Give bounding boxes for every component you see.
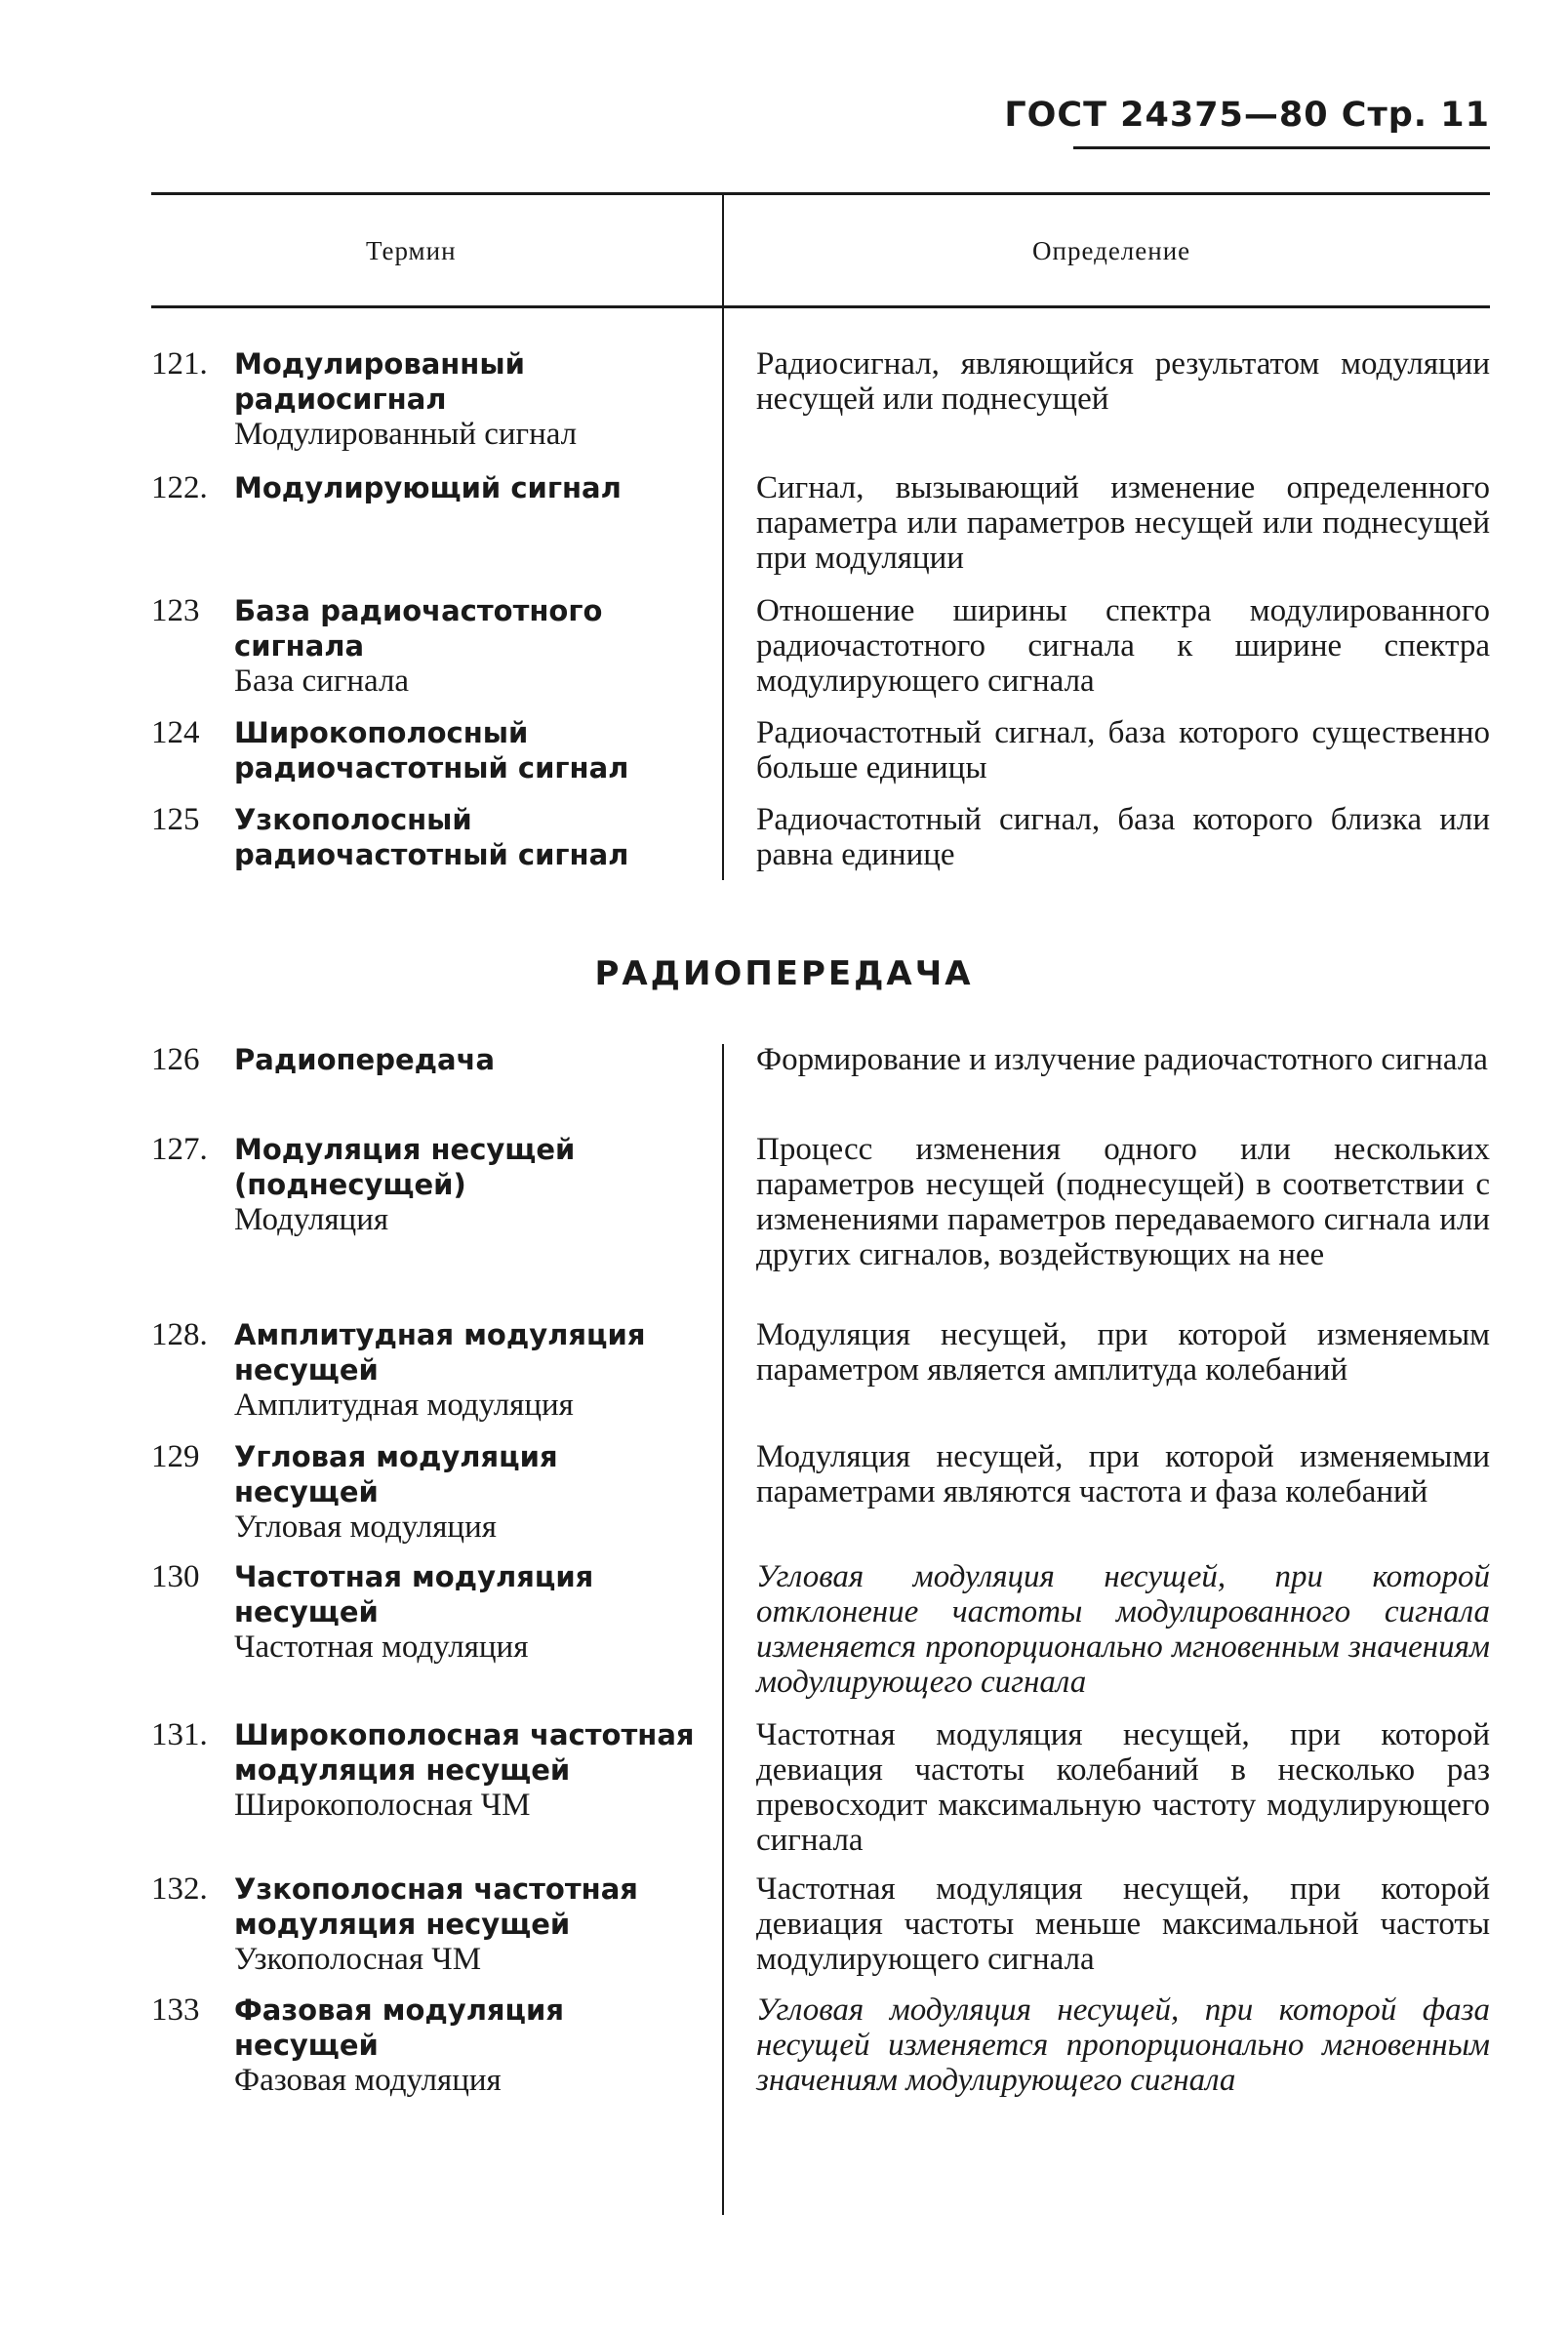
entry-definition: Радиочастотный сигнал, база которого существенно больше единицы — [756, 715, 1490, 785]
entry-definition: Частотная модуляция несущей, при которой девиация частоты меньше максимальной частоты модулирующего сигнала — [756, 1871, 1490, 1977]
entry-number: 130 — [151, 1559, 200, 1594]
column-divider-bottom — [722, 1044, 724, 2215]
term-main: Фазовая модуляция несущей — [234, 1993, 564, 2062]
entry-number: 129 — [151, 1439, 200, 1474]
entry-term — [234, 1559, 703, 1665]
term-alt: Модулированный сигнал — [234, 417, 578, 452]
entry-definition: Частотная модуляция несущей, при которой девиация частоты колебаний в несколько раз превосходит максимальную частоту модулирующего сигнала — [756, 1717, 1490, 1858]
entry-term — [234, 1317, 703, 1423]
term-alt: База сигнала — [234, 664, 410, 699]
column-header-term: Термин — [366, 236, 457, 265]
entry-definition: Модуляция несущей, при которой изменяемыми параметрами являются частота и фаза колебаний — [756, 1439, 1490, 1509]
entry-number: 123 — [151, 593, 200, 628]
term-main: Широкополосная частотная модуляция несущей — [234, 1718, 695, 1787]
entry-number: 131. — [151, 1717, 208, 1752]
term-main: Амплитудная модуляция несущей — [234, 1318, 646, 1387]
table-top-rule — [151, 192, 1490, 195]
entry-number: 122. — [151, 470, 208, 505]
entry-term — [234, 1042, 703, 1077]
entry-definition: Сигнал, вызывающий изменение определенного параметра или параметров несущей или поднесущей при модуляции — [756, 470, 1490, 576]
entry-number: 127. — [151, 1132, 208, 1167]
term-alt: Широкополосная ЧМ — [234, 1788, 531, 1823]
term-main: Радиопередача — [234, 1043, 496, 1076]
term-main: Модулированный радиосигнал — [234, 347, 525, 416]
entry-term — [234, 1439, 703, 1545]
term-main: Угловая модуляция несущей — [234, 1440, 558, 1508]
term-alt: Фазовая модуляция — [234, 2063, 502, 2098]
entry-term — [234, 1992, 703, 2098]
entry-number: 128. — [151, 1317, 208, 1352]
term-alt: Амплитудная модуляция — [234, 1388, 574, 1423]
term-alt: Угловая модуляция — [234, 1509, 497, 1545]
term-main: Широкополосный радиочастотный сигнал — [234, 716, 629, 784]
entry-definition: Радиосигнал, являющийся результатом модуляции несущей или поднесущей — [756, 346, 1490, 417]
term-main: Узкополосная частотная модуляция несущей — [234, 1872, 638, 1941]
entry-term — [234, 1132, 703, 1237]
term-main: Частотная модуляция несущей — [234, 1560, 594, 1629]
term-main: База радиочастотного сигнала — [234, 594, 603, 663]
column-divider-top — [722, 195, 724, 880]
entry-term — [234, 802, 703, 872]
entry-definition: Процесс изменения одного или нескольких параметров несущей (поднесущей) в соответствии с изменениями параметров передаваемого сигнала или других сигналов, воздействующих на нее — [756, 1132, 1490, 1272]
column-header-rule — [151, 305, 1490, 308]
section-title: РАДИОПЕРЕДАЧА — [594, 954, 974, 993]
entry-term — [234, 470, 703, 505]
entry-number: 132. — [151, 1871, 208, 1907]
entry-term — [234, 1717, 703, 1823]
entry-term — [234, 346, 703, 452]
term-alt: Частотная модуляция — [234, 1629, 529, 1665]
entry-term — [234, 715, 703, 785]
term-main: Модулирующий сигнал — [234, 471, 622, 504]
entry-definition: Модуляция несущей, при которой изменяемым параметром является амплитуда колебаний — [756, 1317, 1490, 1388]
entry-number: 126 — [151, 1042, 200, 1077]
entry-definition: Формирование и излучение радиочастотного сигнала — [756, 1042, 1488, 1077]
entry-definition: Угловая модуляция несущей, при которой отклонение частоты модулированного сигнала изменяется пропорционально мгновенным значениям модулирующего сигнала — [756, 1559, 1490, 1700]
entry-term — [234, 593, 703, 699]
page-header: ГОСТ 24375—80 Стр. 11 — [1004, 96, 1490, 135]
term-alt: Модуляция — [234, 1202, 389, 1237]
term-alt: Узкополосная ЧМ — [234, 1942, 482, 1977]
column-header-definition: Определение — [1032, 236, 1191, 265]
entry-number: 124 — [151, 715, 200, 750]
term-main: Узкополосный радиочастотный сигнал — [234, 803, 629, 871]
entry-definition: Угловая модуляция несущей, при которой фаза несущей изменяется пропорционально мгновенным значениям модулирующего сигнала — [756, 1992, 1490, 2098]
entry-definition: Радиочастотный сигнал, база которого близка или равна единице — [756, 802, 1490, 872]
entry-number: 125 — [151, 802, 200, 837]
entry-number: 121. — [151, 346, 208, 382]
header-rule — [1073, 146, 1490, 149]
entry-number: 133 — [151, 1992, 200, 2028]
entry-definition: Отношение ширины спектра модулированного радиочастотного сигнала к ширине спектра модулирующего сигнала — [756, 593, 1490, 699]
entry-term — [234, 1871, 703, 1977]
term-main: Модуляция несущей (поднесущей) — [234, 1133, 576, 1201]
